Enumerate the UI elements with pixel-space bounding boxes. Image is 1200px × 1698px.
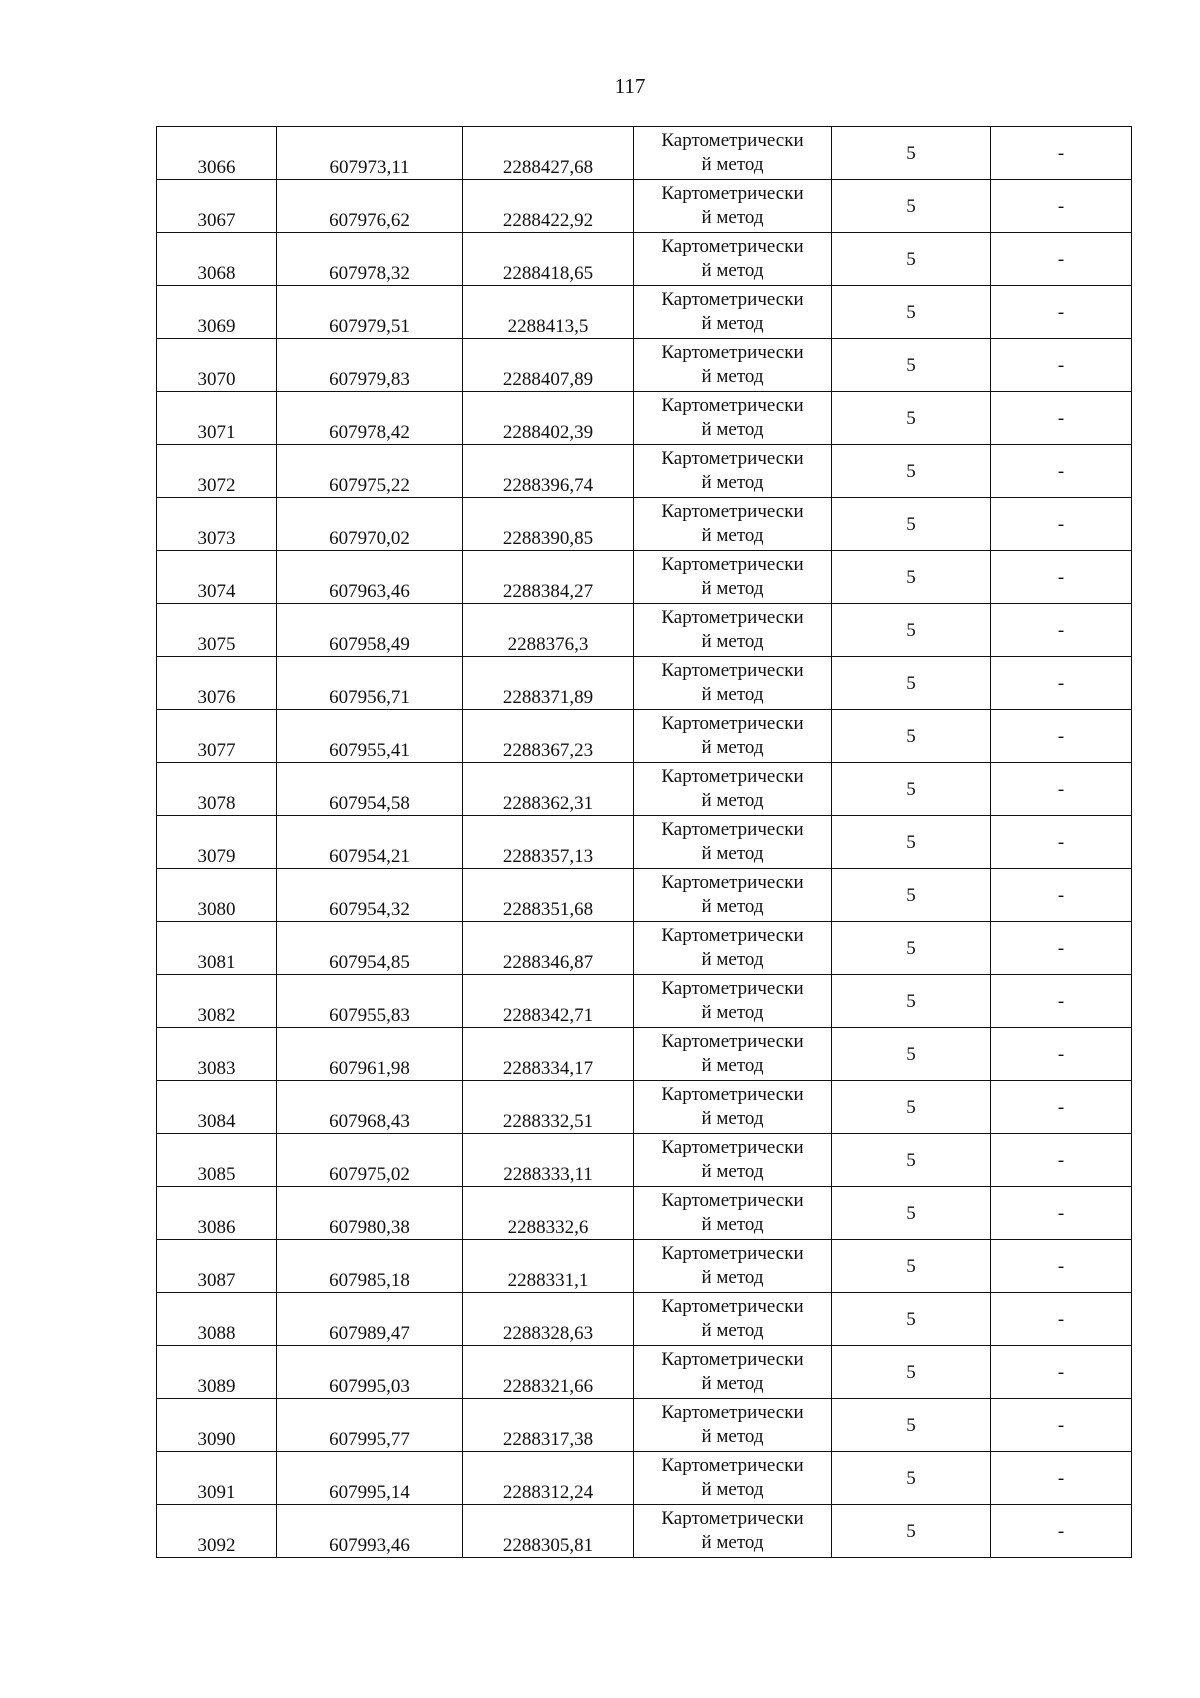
y-coordinate-cell: 2288371,89 [463,657,634,710]
accuracy-cell: 5 [832,392,991,445]
accuracy-cell: 5 [832,1399,991,1452]
method-cell [634,604,832,657]
accuracy-cell: 5 [832,1187,991,1240]
method-line-2: й метод [701,313,764,334]
y-coordinate-cell: 2288321,66 [463,1346,634,1399]
x-coordinate-cell: 607980,38 [277,1187,463,1240]
method-line-1: Картометрически [661,713,804,734]
table-row [157,392,1132,445]
y-coordinate-cell: 2288407,89 [463,339,634,392]
note-cell: - [991,763,1132,816]
method-cell [634,233,832,286]
method-line-2: й метод [701,366,764,387]
x-coordinate-cell: 607961,98 [277,1028,463,1081]
note-cell: - [991,1293,1132,1346]
point-number-cell: 3079 [157,816,277,869]
x-coordinate-cell: 607956,71 [277,657,463,710]
method-line-2: й метод [701,472,764,493]
x-coordinate-cell: 607954,85 [277,922,463,975]
method-line-2: й метод [701,1214,764,1235]
y-coordinate-cell: 2288328,63 [463,1293,634,1346]
method-cell [634,339,832,392]
method-cell [634,1505,832,1558]
accuracy-cell: 5 [832,1134,991,1187]
method-cell [634,551,832,604]
note-cell: - [991,551,1132,604]
x-coordinate-cell: 607954,32 [277,869,463,922]
accuracy-cell: 5 [832,551,991,604]
method-line-2: й метод [701,1320,764,1341]
x-coordinate-cell: 607954,21 [277,816,463,869]
note-cell: - [991,1240,1132,1293]
table-row [157,445,1132,498]
method-line-1: Картометрически [661,1084,804,1105]
table-row [157,286,1132,339]
method-line-1: Картометрически [661,554,804,575]
table-row [157,816,1132,869]
point-number-cell: 3067 [157,180,277,233]
y-coordinate-cell: 2288396,74 [463,445,634,498]
point-number-cell: 3066 [157,127,277,180]
method-cell [634,286,832,339]
note-cell: - [991,710,1132,763]
point-number-cell: 3074 [157,551,277,604]
x-coordinate-cell: 607970,02 [277,498,463,551]
table-row [157,975,1132,1028]
y-coordinate-cell: 2288342,71 [463,975,634,1028]
method-line-2: й метод [701,260,764,281]
accuracy-cell: 5 [832,1505,991,1558]
method-cell [634,1452,832,1505]
y-coordinate-cell: 2288333,11 [463,1134,634,1187]
method-cell [634,1134,832,1187]
note-cell: - [991,1187,1132,1240]
y-coordinate-cell: 2288332,6 [463,1187,634,1240]
accuracy-cell: 5 [832,657,991,710]
method-cell [634,657,832,710]
method-line-2: й метод [701,1002,764,1023]
point-number-cell: 3070 [157,339,277,392]
y-coordinate-cell: 2288413,5 [463,286,634,339]
y-coordinate-cell: 2288334,17 [463,1028,634,1081]
x-coordinate-cell: 607968,43 [277,1081,463,1134]
y-coordinate-cell: 2288422,92 [463,180,634,233]
method-cell [634,445,832,498]
method-line-1: Картометрически [661,978,804,999]
method-line-2: й метод [701,843,764,864]
table-row [157,869,1132,922]
table-row [157,763,1132,816]
y-coordinate-cell: 2288390,85 [463,498,634,551]
table-row [157,1028,1132,1081]
method-line-2: й метод [701,790,764,811]
method-line-2: й метод [701,684,764,705]
note-cell: - [991,975,1132,1028]
point-number-cell: 3091 [157,1452,277,1505]
method-line-2: й метод [701,1479,764,1500]
note-cell: - [991,1081,1132,1134]
table-row [157,922,1132,975]
method-line-2: й метод [701,1161,764,1182]
method-line-1: Картометрически [661,1190,804,1211]
x-coordinate-cell: 607975,02 [277,1134,463,1187]
x-coordinate-cell: 607958,49 [277,604,463,657]
accuracy-cell: 5 [832,233,991,286]
method-cell [634,1346,832,1399]
method-cell [634,1399,832,1452]
method-line-2: й метод [701,1373,764,1394]
method-line-2: й метод [701,737,764,758]
method-line-1: Картометрически [661,925,804,946]
note-cell: - [991,392,1132,445]
y-coordinate-cell: 2288367,23 [463,710,634,763]
accuracy-cell: 5 [832,816,991,869]
point-number-cell: 3080 [157,869,277,922]
point-number-cell: 3088 [157,1293,277,1346]
method-line-2: й метод [701,949,764,970]
table-row [157,1081,1132,1134]
method-line-1: Картометрически [661,1455,804,1476]
accuracy-cell: 5 [832,1028,991,1081]
method-cell [634,1028,832,1081]
note-cell: - [991,922,1132,975]
x-coordinate-cell: 607979,83 [277,339,463,392]
accuracy-cell: 5 [832,1240,991,1293]
point-number-cell: 3071 [157,392,277,445]
note-cell: - [991,657,1132,710]
note-cell: - [991,339,1132,392]
table-row [157,339,1132,392]
x-coordinate-cell: 607995,77 [277,1399,463,1452]
accuracy-cell: 5 [832,710,991,763]
table-row [157,1452,1132,1505]
method-line-1: Картометрически [661,1243,804,1264]
method-line-1: Картометрически [661,660,804,681]
x-coordinate-cell: 607954,58 [277,763,463,816]
method-line-1: Картометрически [661,1296,804,1317]
point-number-cell: 3073 [157,498,277,551]
note-cell: - [991,498,1132,551]
note-cell: - [991,816,1132,869]
y-coordinate-cell: 2288376,3 [463,604,634,657]
accuracy-cell: 5 [832,127,991,180]
table-row [157,498,1132,551]
note-cell: - [991,286,1132,339]
table-row [157,1187,1132,1240]
note-cell: - [991,445,1132,498]
note-cell: - [991,180,1132,233]
note-cell: - [991,1452,1132,1505]
table-row [157,1399,1132,1452]
x-coordinate-cell: 607989,47 [277,1293,463,1346]
y-coordinate-cell: 2288384,27 [463,551,634,604]
method-line-1: Картометрически [661,766,804,787]
point-number-cell: 3085 [157,1134,277,1187]
point-number-cell: 3076 [157,657,277,710]
method-line-1: Картометрически [661,1402,804,1423]
method-cell [634,1081,832,1134]
point-number-cell: 3078 [157,763,277,816]
point-number-cell: 3068 [157,233,277,286]
note-cell: - [991,1134,1132,1187]
method-line-2: й метод [701,896,764,917]
accuracy-cell: 5 [832,604,991,657]
accuracy-cell: 5 [832,1081,991,1134]
method-line-2: й метод [701,1532,764,1553]
method-line-2: й метод [701,207,764,228]
coordinates-table-body [157,127,1132,1558]
point-number-cell: 3090 [157,1399,277,1452]
note-cell: - [991,233,1132,286]
method-line-1: Картометрически [661,607,804,628]
point-number-cell: 3081 [157,922,277,975]
table-row [157,657,1132,710]
point-number-cell: 3069 [157,286,277,339]
point-number-cell: 3082 [157,975,277,1028]
accuracy-cell: 5 [832,286,991,339]
table-row [157,1505,1132,1558]
note-cell: - [991,127,1132,180]
method-line-1: Картометрически [661,342,804,363]
method-line-1: Картометрически [661,1508,804,1529]
table-row [157,127,1132,180]
point-number-cell: 3089 [157,1346,277,1399]
y-coordinate-cell: 2288402,39 [463,392,634,445]
x-coordinate-cell: 607955,41 [277,710,463,763]
method-line-1: Картометрически [661,130,804,151]
method-line-1: Картометрически [661,819,804,840]
y-coordinate-cell: 2288357,13 [463,816,634,869]
y-coordinate-cell: 2288312,24 [463,1452,634,1505]
method-cell [634,1293,832,1346]
method-line-1: Картометрически [661,1349,804,1370]
table-row [157,1293,1132,1346]
point-number-cell: 3084 [157,1081,277,1134]
point-number-cell: 3087 [157,1240,277,1293]
accuracy-cell: 5 [832,180,991,233]
page-number: 117 [614,74,646,98]
method-cell [634,1187,832,1240]
y-coordinate-cell: 2288331,1 [463,1240,634,1293]
method-line-1: Картометрически [661,872,804,893]
table-row [157,1134,1132,1187]
y-coordinate-cell: 2288427,68 [463,127,634,180]
note-cell: - [991,869,1132,922]
method-line-2: й метод [701,1267,764,1288]
x-coordinate-cell: 607993,46 [277,1505,463,1558]
accuracy-cell: 5 [832,1346,991,1399]
method-line-2: й метод [701,419,764,440]
method-line-2: й метод [701,1426,764,1447]
method-cell [634,975,832,1028]
method-cell [634,710,832,763]
accuracy-cell: 5 [832,1293,991,1346]
method-line-2: й метод [701,1108,764,1129]
method-line-2: й метод [701,154,764,175]
y-coordinate-cell: 2288332,51 [463,1081,634,1134]
method-line-2: й метод [701,525,764,546]
table-row [157,1240,1132,1293]
point-number-cell: 3072 [157,445,277,498]
method-cell [634,922,832,975]
method-cell [634,392,832,445]
table-row [157,180,1132,233]
table-row [157,710,1132,763]
y-coordinate-cell: 2288317,38 [463,1399,634,1452]
method-cell [634,869,832,922]
method-cell [634,816,832,869]
x-coordinate-cell: 607985,18 [277,1240,463,1293]
point-number-cell: 3077 [157,710,277,763]
note-cell: - [991,1505,1132,1558]
method-line-1: Картометрически [661,1031,804,1052]
table-row [157,551,1132,604]
x-coordinate-cell: 607973,11 [277,127,463,180]
y-coordinate-cell: 2288351,68 [463,869,634,922]
x-coordinate-cell: 607955,83 [277,975,463,1028]
x-coordinate-cell: 607995,03 [277,1346,463,1399]
note-cell: - [991,1399,1132,1452]
accuracy-cell: 5 [832,975,991,1028]
accuracy-cell: 5 [832,339,991,392]
method-cell [634,180,832,233]
method-line-2: й метод [701,631,764,652]
method-line-1: Картометрически [661,1137,804,1158]
y-coordinate-cell: 2288362,31 [463,763,634,816]
note-cell: - [991,1028,1132,1081]
point-number-cell: 3075 [157,604,277,657]
note-cell: - [991,604,1132,657]
accuracy-cell: 5 [832,1452,991,1505]
method-line-1: Картометрически [661,501,804,522]
x-coordinate-cell: 607975,22 [277,445,463,498]
method-line-1: Картометрически [661,448,804,469]
method-line-1: Картометрически [661,395,804,416]
table-row [157,1346,1132,1399]
point-number-cell: 3092 [157,1505,277,1558]
accuracy-cell: 5 [832,922,991,975]
method-cell [634,763,832,816]
method-line-1: Картометрически [661,236,804,257]
x-coordinate-cell: 607995,14 [277,1452,463,1505]
accuracy-cell: 5 [832,763,991,816]
accuracy-cell: 5 [832,498,991,551]
x-coordinate-cell: 607963,46 [277,551,463,604]
note-cell: - [991,1346,1132,1399]
x-coordinate-cell: 607978,42 [277,392,463,445]
method-cell [634,498,832,551]
y-coordinate-cell: 2288418,65 [463,233,634,286]
method-line-2: й метод [701,578,764,599]
table-row [157,233,1132,286]
table-row [157,604,1132,657]
coordinates-table [156,126,1132,1558]
x-coordinate-cell: 607979,51 [277,286,463,339]
y-coordinate-cell: 2288346,87 [463,922,634,975]
accuracy-cell: 5 [832,869,991,922]
y-coordinate-cell: 2288305,81 [463,1505,634,1558]
point-number-cell: 3086 [157,1187,277,1240]
method-line-1: Картометрически [661,183,804,204]
method-line-1: Картометрически [661,289,804,310]
x-coordinate-cell: 607976,62 [277,180,463,233]
point-number-cell: 3083 [157,1028,277,1081]
accuracy-cell: 5 [832,445,991,498]
method-cell [634,127,832,180]
method-cell [634,1240,832,1293]
method-line-2: й метод [701,1055,764,1076]
x-coordinate-cell: 607978,32 [277,233,463,286]
